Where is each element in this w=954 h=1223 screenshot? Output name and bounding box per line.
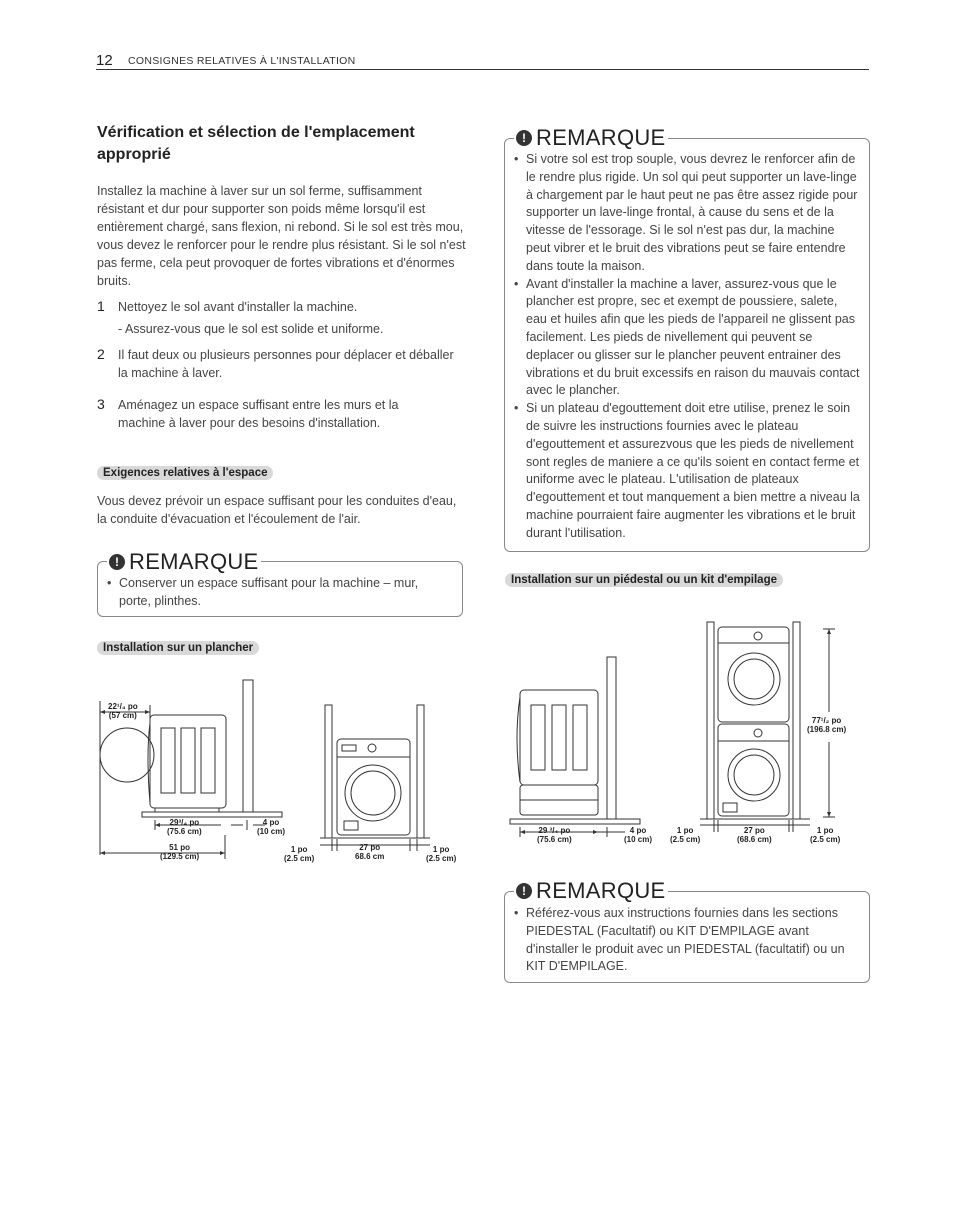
step-2-text: Il faut deux ou plusieurs personnes pour déplacer et déballer la machine à laver.: [118, 348, 454, 380]
note-item: • Si votre sol est trop souple, vous devrez le renforcer afin de le rendre plus rigide. Un sol qui peut supporter un lave-linge à chargement par le haut peut ne pas être assez rigide pour supporter un lave-linge frontal, à cause du sens et de la vitesse de l'essorage. Si le sol n'est pas dur, la machine peut vibrer et le bruit des vibrations peut se faire entendre dans toute la maison.: [512, 151, 860, 276]
pedestal-install-diagram: [505, 617, 860, 852]
pedestal-install-heading: Installation sur un piédestal ou un kit d'empilage: [505, 573, 783, 587]
note-item: • Avant d'installer la machine a laver, assurez-vous que le plancher est propre, sec et exempt de poussiere, salete, eau et huiles afin que les pieds de l'appareil ne glissent pas facilement. Les pieds de nivellement qui peuvent se deplacer ou glisser sur le plancher peuvent entrainer des vibrations et du bruit excessifs en raison du mauvais contact avec le plancher.: [512, 276, 860, 401]
step-1-sub: - Assurez-vous que le sol est solide et uniforme.: [118, 322, 384, 336]
step-3-number: 3: [97, 396, 105, 412]
dim-stack-width: 27 po (68.6 cm): [737, 826, 772, 844]
exclamation-circle-icon: !: [516, 130, 532, 146]
note-title: REMARQUE: [129, 549, 259, 574]
dim-stack-height: 77¹/₂ po (196.8 cm): [807, 716, 847, 734]
step-1-number: 1: [97, 298, 105, 314]
dim-floor-width: 27 po 68.6 cm: [355, 843, 385, 861]
exclamation-circle-icon: !: [516, 883, 532, 899]
note-header-space: [107, 551, 261, 573]
step-2-number: 2: [97, 346, 105, 362]
section-title: Vérification et sélection de l'emplacement approprié: [97, 124, 415, 163]
dim-stack-right-gap: 1 po (2.5 cm): [810, 826, 841, 844]
dim-stack-left-gap: 1 po (2.5 cm): [670, 826, 701, 844]
dim-floor-depth: 29³/₄ po (75.6 cm): [167, 818, 202, 836]
step-3-text: Aménagez un espace suffisant entre les murs et la machine à laver pour des besoins d'installation.: [118, 398, 399, 430]
page-number: 12: [96, 52, 113, 69]
step-1-text: Nettoyez le sol avant d'installer la machine.: [118, 300, 358, 314]
dim-floor-right-gap: 1 po (2.5 cm): [426, 845, 457, 863]
note-title: REMARQUE: [536, 125, 666, 150]
dim-floor-left-gap: 1 po (2.5 cm): [284, 845, 315, 863]
dim-floor-depth-open: 22¹/₄ po (57 cm): [108, 702, 138, 720]
intro-paragraph: Installez la machine à laver sur un sol ferme, suffisamment résistant et dur pour supporter son poids même lorsqu'il est entièrement chargé, sans flexion, ni rebond. Si le sol est très mou, vous devez le renforcer pour le rendre plus résistant. Si le sol n'est pas ferme, cela peut provoquer de fortes vibrations et d'énormes bruits.: [97, 184, 466, 288]
dim-pedestal-wall-gap: 4 po (10 cm): [624, 826, 653, 844]
note-list-floor: [512, 151, 860, 543]
space-requirements-heading: Exigences relatives à l'espace: [97, 466, 273, 480]
dim-floor-total-depth: 51 po (129.5 cm): [160, 843, 200, 861]
note-item: • Si un plateau d'egouttement doit etre utilise, prenez le soin de suivre les instructions fournies avec le plateau d'egouttement et assurezvous que les pieds de nivellement sont regles de maniere a ce qu'ils soient en contact ferme et uniforme avec le plateau. L'utilisation de plateaux d'egouttement et tout manquement a bien mettre a niveau la machine pourraient faire augmenter les vibrations et le bruit durant l'utilisation.: [512, 400, 860, 542]
note-title: REMARQUE: [536, 878, 666, 903]
note-item: • Conserver un espace suffisant pour la machine – mur, porte, plinthes.: [105, 575, 450, 611]
note-item: • Référez-vous aux instructions fournies dans les sections PIEDESTAL (Facultatif) ou KIT D'EMPILAGE avant d'installer le produit avec un PIEDESTAL (facultatif) ou un KIT D'EMPILAGE.: [512, 905, 852, 976]
header-title: CONSIGNES RELATIVES À L'INSTALLATION: [128, 55, 356, 67]
note-header-floor: [514, 127, 668, 149]
floor-install-diagram: [95, 675, 475, 870]
dim-pedestal-depth: 29 ³/₄ po (75.6 cm): [537, 826, 572, 844]
header-rule: [96, 69, 869, 70]
note-header-pedestal: [514, 880, 668, 902]
note-list-space: [105, 575, 450, 611]
floor-install-heading: Installation sur un plancher: [97, 641, 259, 655]
space-requirements-text: Vous devez prévoir un espace suffisant pour les conduites d'eau, la conduite d'évacuation et l'écoulement de l'air.: [97, 494, 457, 526]
exclamation-circle-icon: !: [109, 554, 125, 570]
dim-floor-wall-gap: 4 po (10 cm): [257, 818, 286, 836]
note-list-pedestal: [512, 905, 852, 976]
